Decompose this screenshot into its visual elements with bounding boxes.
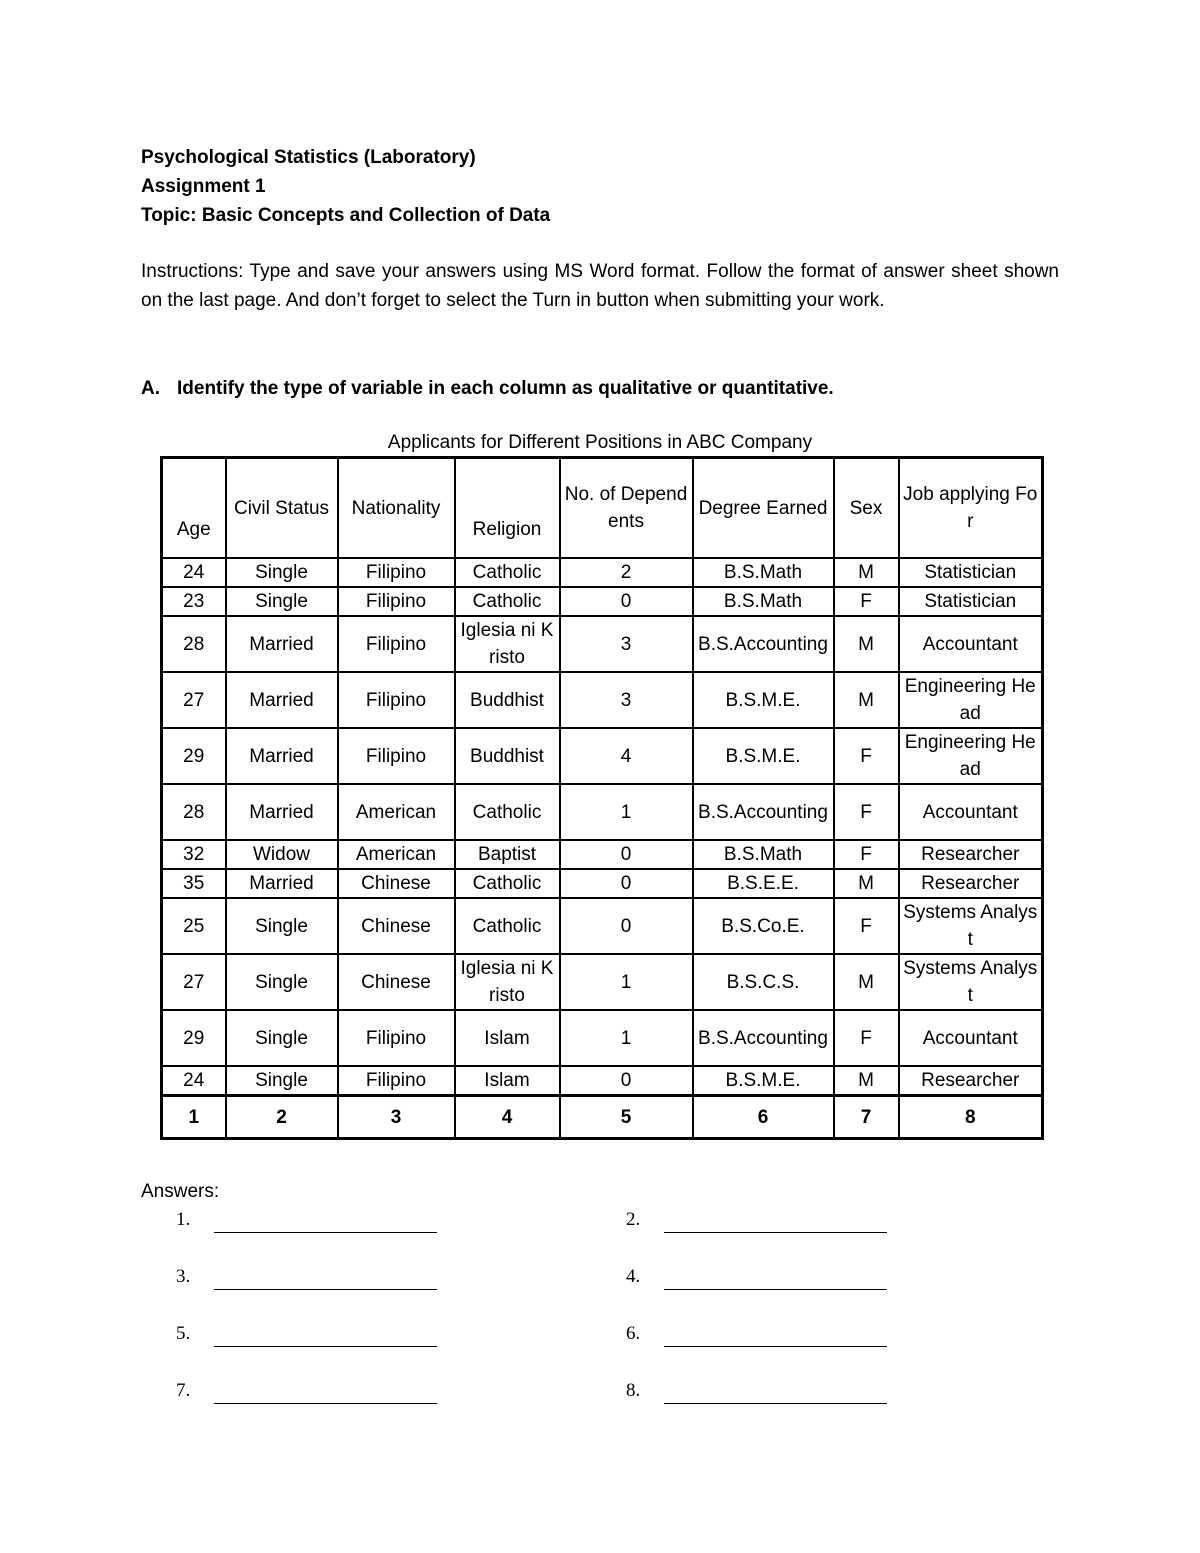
- table-cell: 2: [560, 558, 693, 587]
- table-cell: 35: [162, 869, 226, 898]
- table-cell: Married: [226, 869, 338, 898]
- table-cell: B.S.C.S.: [693, 954, 834, 1010]
- table-cell: 0: [560, 869, 693, 898]
- table-row: [162, 728, 1043, 784]
- column-number: 1: [162, 1096, 226, 1139]
- column-number: 6: [693, 1096, 834, 1139]
- table-cell: B.S.M.E.: [693, 1066, 834, 1096]
- table-cell: B.S.M.E.: [693, 728, 834, 784]
- table-cell: F: [834, 840, 899, 869]
- table-header-row: [162, 458, 1043, 559]
- table-cell: M: [834, 616, 899, 672]
- table-cell: Filipino: [338, 728, 455, 784]
- table-cell: Filipino: [338, 672, 455, 728]
- section-a-heading: [141, 374, 1071, 403]
- answer-number: 6.: [626, 1323, 641, 1344]
- table-cell: Catholic: [455, 869, 560, 898]
- table-cell: M: [834, 954, 899, 1010]
- section-a-text: Identify the type of variable in each column as qualitative or quantitative.: [177, 378, 834, 399]
- table-cell: 0: [560, 587, 693, 616]
- table-cell: B.S.M.E.: [693, 672, 834, 728]
- column-header: Age: [162, 458, 226, 559]
- table-cell: American: [338, 784, 455, 840]
- table-cell: Married: [226, 728, 338, 784]
- table-row: [162, 587, 1043, 616]
- answer-number: 4.: [626, 1266, 641, 1287]
- answer-line[interactable]: [214, 1267, 437, 1290]
- answer-number: 8.: [626, 1380, 641, 1401]
- table-row: [162, 616, 1043, 672]
- table-cell: 0: [560, 1066, 693, 1096]
- table-cell: Chinese: [338, 869, 455, 898]
- table-row: [162, 898, 1043, 954]
- table-cell: Researcher: [899, 840, 1043, 869]
- answer-line[interactable]: [214, 1324, 437, 1347]
- table-cell: 32: [162, 840, 226, 869]
- table-cell: 24: [162, 558, 226, 587]
- table-cell: Accountant: [899, 616, 1043, 672]
- table-cell: Filipino: [338, 558, 455, 587]
- table-cell: Married: [226, 672, 338, 728]
- answer-number: 2.: [626, 1209, 641, 1230]
- table-cell: Filipino: [338, 587, 455, 616]
- table-row: [162, 1066, 1043, 1096]
- table-cell: Filipino: [338, 616, 455, 672]
- answer-blank-3[interactable]: [176, 1263, 476, 1293]
- table-cell: 28: [162, 784, 226, 840]
- table-cell: B.S.Math: [693, 587, 834, 616]
- table-cell: 3: [560, 672, 693, 728]
- table-cell: 29: [162, 1010, 226, 1066]
- table-cell: 3: [560, 616, 693, 672]
- table-cell: Single: [226, 587, 338, 616]
- topic-title: Topic: Basic Concepts and Collection of Data: [141, 205, 551, 226]
- table-row: [162, 1010, 1043, 1066]
- answer-number: 1.: [176, 1209, 191, 1230]
- table-cell: Systems Analyst: [899, 898, 1043, 954]
- table-cell: Islam: [455, 1010, 560, 1066]
- table-cell: B.S.E.E.: [693, 869, 834, 898]
- column-number: 3: [338, 1096, 455, 1139]
- table-cell: Buddhist: [455, 728, 560, 784]
- table-cell: Researcher: [899, 869, 1043, 898]
- answer-line[interactable]: [664, 1381, 887, 1404]
- table-cell: Iglesia ni Kristo: [455, 616, 560, 672]
- table-cell: Single: [226, 558, 338, 587]
- table-cell: Iglesia ni Kristo: [455, 954, 560, 1010]
- column-header: Degree Earned: [693, 458, 834, 559]
- column-header: Nationality: [338, 458, 455, 559]
- table-cell: F: [834, 784, 899, 840]
- table-cell: Accountant: [899, 1010, 1043, 1066]
- answer-blank-4[interactable]: [626, 1263, 926, 1293]
- column-number: 4: [455, 1096, 560, 1139]
- table-cell: Married: [226, 784, 338, 840]
- column-number: 2: [226, 1096, 338, 1139]
- table-cell: 4: [560, 728, 693, 784]
- column-number: 8: [899, 1096, 1043, 1139]
- table-row: [162, 672, 1043, 728]
- table-cell: Widow: [226, 840, 338, 869]
- answer-number: 5.: [176, 1323, 191, 1344]
- column-number: 7: [834, 1096, 899, 1139]
- course-title: Psychological Statistics (Laboratory): [141, 147, 476, 168]
- table-cell: 1: [560, 784, 693, 840]
- table-cell: 28: [162, 616, 226, 672]
- table-cell: Baptist: [455, 840, 560, 869]
- answer-number: 7.: [176, 1380, 191, 1401]
- answer-blank-8[interactable]: [626, 1377, 926, 1407]
- table-cell: Chinese: [338, 898, 455, 954]
- table-cell: B.S.Accounting: [693, 784, 834, 840]
- table-cell: 27: [162, 672, 226, 728]
- table-cell: B.S.Accounting: [693, 1010, 834, 1066]
- table-cell: M: [834, 558, 899, 587]
- table-cell: F: [834, 728, 899, 784]
- table-cell: 25: [162, 898, 226, 954]
- table-cell: Statistician: [899, 558, 1043, 587]
- table-cell: F: [834, 898, 899, 954]
- table-cell: B.S.Accounting: [693, 616, 834, 672]
- assignment-title: Assignment 1: [141, 176, 266, 197]
- table-cell: Catholic: [455, 784, 560, 840]
- table-row: [162, 869, 1043, 898]
- column-header: Civil Status: [226, 458, 338, 559]
- table-cell: B.S.Co.E.: [693, 898, 834, 954]
- answer-blank-1[interactable]: [176, 1206, 476, 1236]
- answers-label: Answers:: [141, 1181, 220, 1202]
- table-cell: Catholic: [455, 558, 560, 587]
- answer-blank-7[interactable]: [176, 1377, 476, 1407]
- table-cell: B.S.Math: [693, 840, 834, 869]
- table-cell: 1: [560, 1010, 693, 1066]
- answer-line[interactable]: [664, 1210, 887, 1233]
- table-cell: F: [834, 1010, 899, 1066]
- table-cell: Married: [226, 616, 338, 672]
- table-cell: 0: [560, 840, 693, 869]
- table-cell: Single: [226, 898, 338, 954]
- table-cell: Researcher: [899, 1066, 1043, 1096]
- table-cell: Single: [226, 1010, 338, 1066]
- column-number: 5: [560, 1096, 693, 1139]
- document-header: [141, 143, 1071, 230]
- column-header: Religion: [455, 458, 560, 559]
- table-cell: 29: [162, 728, 226, 784]
- table-cell: Engineering Head: [899, 672, 1043, 728]
- table-cell: 0: [560, 898, 693, 954]
- table-cell: 23: [162, 587, 226, 616]
- column-header: No. of Dependents: [560, 458, 693, 559]
- answer-blank-5[interactable]: [176, 1320, 476, 1350]
- answer-blank-6[interactable]: [626, 1320, 926, 1350]
- answer-blank-2[interactable]: [626, 1206, 926, 1236]
- table-cell: B.S.Math: [693, 558, 834, 587]
- table-cell: Catholic: [455, 587, 560, 616]
- table-cell: M: [834, 869, 899, 898]
- table-cell: 1: [560, 954, 693, 1010]
- section-a-letter: A.: [141, 378, 160, 399]
- table-cell: Buddhist: [455, 672, 560, 728]
- table-cell: M: [834, 1066, 899, 1096]
- column-header: Job applying For: [899, 458, 1043, 559]
- table-row: [162, 558, 1043, 587]
- table-row: [162, 840, 1043, 869]
- table-cell: Statistician: [899, 587, 1043, 616]
- answer-line[interactable]: [214, 1381, 437, 1404]
- table-caption: Applicants for Different Positions in ABC Company: [387, 432, 813, 453]
- table-cell: Single: [226, 1066, 338, 1096]
- table-cell: Chinese: [338, 954, 455, 1010]
- table-cell: 27: [162, 954, 226, 1010]
- table-cell: Engineering Head: [899, 728, 1043, 784]
- table-cell: Filipino: [338, 1010, 455, 1066]
- answer-number: 3.: [176, 1266, 191, 1287]
- table-cell: 24: [162, 1066, 226, 1096]
- answer-line[interactable]: [664, 1267, 887, 1290]
- table-cell: Single: [226, 954, 338, 1010]
- table-cell: Accountant: [899, 784, 1043, 840]
- instructions-paragraph: Instructions: Type and save your answers using MS Word format. Follow the format of answer sheet shown on the last page. And don’t forget to select the Turn in button when submitting your work.: [141, 261, 1059, 311]
- answer-line[interactable]: [664, 1324, 887, 1347]
- answer-line[interactable]: [214, 1210, 437, 1233]
- table-row: [162, 784, 1043, 840]
- table-cell: F: [834, 587, 899, 616]
- table-cell: Catholic: [455, 898, 560, 954]
- table-cell: M: [834, 672, 899, 728]
- table-cell: American: [338, 840, 455, 869]
- column-number-row: [162, 1096, 1043, 1139]
- column-header: Sex: [834, 458, 899, 559]
- table-cell: Filipino: [338, 1066, 455, 1096]
- table-row: [162, 954, 1043, 1010]
- applicants-table: [160, 456, 1044, 1140]
- table-cell: Islam: [455, 1066, 560, 1096]
- table-cell: Systems Analyst: [899, 954, 1043, 1010]
